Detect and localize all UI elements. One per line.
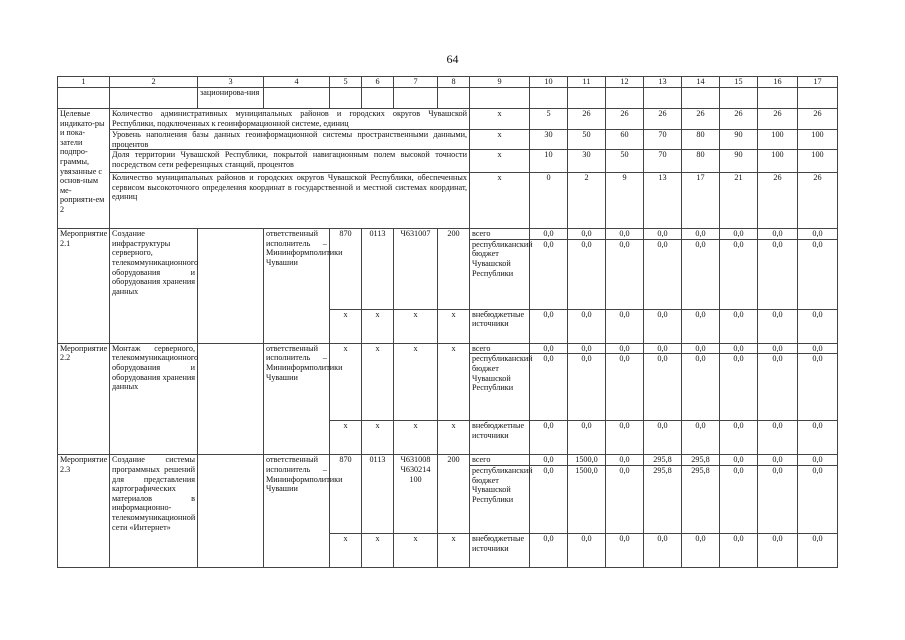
funding-value: 0,0 bbox=[568, 239, 606, 309]
column-number: 5 bbox=[330, 77, 362, 88]
budget-code: x bbox=[362, 421, 394, 455]
indicator-value: 0 bbox=[530, 173, 568, 229]
funding-value: 0,0 bbox=[530, 229, 568, 240]
budget-code: 870 bbox=[330, 229, 362, 310]
funding-value: 0,0 bbox=[644, 354, 682, 421]
measure-row-total bbox=[58, 229, 838, 240]
funding-source: республиканский бюджет Чувашской Республики bbox=[470, 465, 530, 533]
funding-value: 0,0 bbox=[682, 421, 720, 455]
indicator-value: 50 bbox=[606, 150, 644, 173]
indicator-value: 26 bbox=[798, 109, 838, 130]
indicator-value: 100 bbox=[758, 130, 798, 150]
budget-code: x bbox=[394, 533, 438, 567]
funding-value: 0,0 bbox=[798, 533, 838, 567]
funding-value: 0,0 bbox=[606, 354, 644, 421]
column-number: 2 bbox=[110, 77, 198, 88]
funding-value: 0,0 bbox=[644, 533, 682, 567]
indicator-value: 26 bbox=[798, 173, 838, 229]
measure-responsible: ответственный исполнитель – Мининформполитики Чувашии bbox=[264, 455, 330, 568]
indicator-value: 100 bbox=[798, 130, 838, 150]
indicator-value: 17 bbox=[682, 173, 720, 229]
measure-description: Монтаж серверного, телекоммуникационного оборудования и оборудования хранения данных bbox=[110, 343, 198, 455]
funding-source: республиканский бюджет Чувашской Республики bbox=[470, 354, 530, 421]
funding-value: 0,0 bbox=[644, 421, 682, 455]
column-number: 7 bbox=[394, 77, 438, 88]
budget-code: x bbox=[438, 343, 470, 421]
indicator-x: x bbox=[470, 173, 530, 229]
column-number: 16 bbox=[758, 77, 798, 88]
funding-value: 0,0 bbox=[682, 229, 720, 240]
measure-description: Создание инфраструктуры серверного, телекоммуникационного оборудования и оборудования хранения данных bbox=[110, 229, 198, 344]
indicator-text: Количество административных муниципальных районов и городских округов Чувашской Республики, подключенных к геоинформационной системе, единиц bbox=[110, 109, 470, 130]
column-number: 3 bbox=[198, 77, 264, 88]
funding-value: 0,0 bbox=[758, 309, 798, 343]
indicator-value: 26 bbox=[720, 109, 758, 130]
budget-code: 200 bbox=[438, 229, 470, 310]
indicator-value: 21 bbox=[720, 173, 758, 229]
indicator-x: x bbox=[470, 150, 530, 173]
funding-value: 0,0 bbox=[606, 309, 644, 343]
funding-value: 0,0 bbox=[568, 229, 606, 240]
measure-row-total bbox=[58, 343, 838, 354]
measure-description: Создание системы программных решений для представления картографических материалов в информационно-телекоммуникационной сети «Интернет» bbox=[110, 455, 198, 568]
funding-value: 0,0 bbox=[798, 309, 838, 343]
column-number: 4 bbox=[264, 77, 330, 88]
indicator-value: 2 bbox=[568, 173, 606, 229]
budget-code: x bbox=[362, 533, 394, 567]
funding-value: 0,0 bbox=[798, 455, 838, 466]
budget-code: x bbox=[362, 309, 394, 343]
funding-value: 295,8 bbox=[644, 455, 682, 466]
funding-value: 0,0 bbox=[798, 239, 838, 309]
funding-value: 0,0 bbox=[798, 229, 838, 240]
funding-value: 0,0 bbox=[720, 239, 758, 309]
funding-value: 0,0 bbox=[644, 343, 682, 354]
funding-value: 0,0 bbox=[530, 343, 568, 354]
indicator-value: 70 bbox=[644, 150, 682, 173]
column-number: 11 bbox=[568, 77, 606, 88]
funding-value: 0,0 bbox=[644, 229, 682, 240]
funding-source: внебюджетные источники bbox=[470, 421, 530, 455]
indicator-row bbox=[58, 150, 838, 173]
funding-value: 0,0 bbox=[758, 533, 798, 567]
indicator-value: 90 bbox=[720, 130, 758, 150]
indicator-value: 13 bbox=[644, 173, 682, 229]
continuation-text: зационирова-ния bbox=[198, 88, 264, 109]
budget-code: x bbox=[330, 309, 362, 343]
indicator-value: 26 bbox=[644, 109, 682, 130]
measure-empty bbox=[198, 455, 264, 568]
funding-value: 0,0 bbox=[798, 354, 838, 421]
column-number: 10 bbox=[530, 77, 568, 88]
indicator-text: Доля территории Чувашской Республики, покрытой навигационным полем высокой точности посредством сети референцных станций, процентов bbox=[110, 150, 470, 173]
budget-code: Ч631007 bbox=[394, 229, 438, 310]
indicators-label: Целевые индикато-ры и пока-затели подпро-граммы, увязанные с основ-ным ме-роприяти-ем 2 bbox=[58, 109, 110, 229]
budget-code: x bbox=[330, 343, 362, 421]
funding-value: 0,0 bbox=[720, 465, 758, 533]
funding-value: 0,0 bbox=[682, 309, 720, 343]
funding-value: 0,0 bbox=[530, 465, 568, 533]
budget-code: x bbox=[438, 309, 470, 343]
column-number: 6 bbox=[362, 77, 394, 88]
column-number: 17 bbox=[798, 77, 838, 88]
column-number: 15 bbox=[720, 77, 758, 88]
budget-code: x bbox=[438, 421, 470, 455]
funding-value: 295,8 bbox=[644, 465, 682, 533]
indicator-value: 26 bbox=[568, 109, 606, 130]
measure-empty bbox=[198, 343, 264, 455]
indicator-row bbox=[58, 130, 838, 150]
indicator-x: x bbox=[470, 109, 530, 130]
funding-value: 0,0 bbox=[568, 309, 606, 343]
indicator-text: Количество муниципальных районов и городских округов Чувашской Республики, обеспеченных сервисом высокоточного определения координат в государственной и местной системах координат, единиц bbox=[110, 173, 470, 229]
indicator-value: 26 bbox=[606, 109, 644, 130]
funding-source: внебюджетные источники bbox=[470, 309, 530, 343]
funding-value: 0,0 bbox=[606, 533, 644, 567]
funding-source: всего bbox=[470, 343, 530, 354]
indicator-value: 100 bbox=[798, 150, 838, 173]
continuation-row bbox=[58, 88, 838, 109]
funding-value: 0,0 bbox=[644, 309, 682, 343]
budget-code: x bbox=[330, 533, 362, 567]
indicator-value: 90 bbox=[720, 150, 758, 173]
funding-value: 0,0 bbox=[644, 239, 682, 309]
funding-value: 0,0 bbox=[530, 421, 568, 455]
budget-code: Ч631008 Ч630214 100 bbox=[394, 455, 438, 534]
column-number: 12 bbox=[606, 77, 644, 88]
funding-value: 0,0 bbox=[720, 421, 758, 455]
budget-code: x bbox=[362, 343, 394, 421]
funding-value: 0,0 bbox=[530, 455, 568, 466]
indicator-value: 5 bbox=[530, 109, 568, 130]
column-number: 13 bbox=[644, 77, 682, 88]
measure-responsible: ответственный исполнитель – Мининформполитики Чувашии bbox=[264, 343, 330, 455]
indicator-value: 30 bbox=[530, 130, 568, 150]
funding-value: 0,0 bbox=[720, 229, 758, 240]
funding-value: 0,0 bbox=[568, 343, 606, 354]
column-number: 14 bbox=[682, 77, 720, 88]
funding-value: 0,0 bbox=[682, 239, 720, 309]
funding-value: 0,0 bbox=[798, 343, 838, 354]
funding-value: 0,0 bbox=[758, 455, 798, 466]
budget-code: x bbox=[394, 421, 438, 455]
funding-source: всего bbox=[470, 455, 530, 466]
funding-value: 0,0 bbox=[606, 229, 644, 240]
funding-value: 0,0 bbox=[720, 455, 758, 466]
budget-code: x bbox=[330, 421, 362, 455]
budget-code: 870 bbox=[330, 455, 362, 534]
funding-value: 0,0 bbox=[758, 343, 798, 354]
column-number: 1 bbox=[58, 77, 110, 88]
funding-value: 295,8 bbox=[682, 455, 720, 466]
measure-name: Мероприятие 2.3 bbox=[58, 455, 110, 568]
funding-value: 0,0 bbox=[530, 309, 568, 343]
measure-name: Мероприятие 2.1 bbox=[58, 229, 110, 344]
budget-code: 0113 bbox=[362, 229, 394, 310]
funding-value: 0,0 bbox=[758, 465, 798, 533]
budget-code: 200 bbox=[438, 455, 470, 534]
column-number-row bbox=[58, 77, 838, 88]
funding-value: 0,0 bbox=[798, 421, 838, 455]
funding-value: 0,0 bbox=[530, 533, 568, 567]
indicator-value: 9 bbox=[606, 173, 644, 229]
measure-row-total bbox=[58, 455, 838, 466]
budget-code: x bbox=[438, 533, 470, 567]
indicator-value: 80 bbox=[682, 150, 720, 173]
funding-value: 1500,0 bbox=[568, 455, 606, 466]
indicator-value: 70 bbox=[644, 130, 682, 150]
measure-name: Мероприятие 2.2 bbox=[58, 343, 110, 455]
measure-responsible: ответственный исполнитель – Мининформполитики Чувашии bbox=[264, 229, 330, 344]
funding-value: 0,0 bbox=[606, 455, 644, 466]
funding-value: 0,0 bbox=[720, 533, 758, 567]
funding-value: 0,0 bbox=[682, 354, 720, 421]
indicator-text: Уровень наполнения базы данных геоинформационной системы пространственными данными, процентов bbox=[110, 130, 470, 150]
funding-value: 295,8 bbox=[682, 465, 720, 533]
funding-value: 0,0 bbox=[720, 343, 758, 354]
indicator-row bbox=[58, 173, 838, 229]
funding-value: 0,0 bbox=[568, 421, 606, 455]
funding-value: 0,0 bbox=[568, 354, 606, 421]
funding-value: 0,0 bbox=[606, 421, 644, 455]
indicator-value: 100 bbox=[758, 150, 798, 173]
indicator-row bbox=[58, 109, 838, 130]
funding-value: 0,0 bbox=[606, 343, 644, 354]
column-number: 8 bbox=[438, 77, 470, 88]
indicator-value: 30 bbox=[568, 150, 606, 173]
program-table bbox=[57, 76, 838, 568]
funding-source: республиканский бюджет Чувашской Республики bbox=[470, 239, 530, 309]
indicator-x: x bbox=[470, 130, 530, 150]
funding-value: 0,0 bbox=[758, 239, 798, 309]
funding-value: 0,0 bbox=[530, 354, 568, 421]
funding-value: 0,0 bbox=[568, 533, 606, 567]
indicator-value: 80 bbox=[682, 130, 720, 150]
indicator-value: 60 bbox=[606, 130, 644, 150]
funding-value: 0,0 bbox=[606, 465, 644, 533]
funding-value: 0,0 bbox=[758, 229, 798, 240]
indicator-value: 26 bbox=[758, 109, 798, 130]
funding-value: 0,0 bbox=[798, 465, 838, 533]
indicator-value: 26 bbox=[758, 173, 798, 229]
budget-code: x bbox=[394, 309, 438, 343]
funding-value: 1500,0 bbox=[568, 465, 606, 533]
funding-value: 0,0 bbox=[758, 354, 798, 421]
funding-value: 0,0 bbox=[758, 421, 798, 455]
funding-value: 0,0 bbox=[682, 533, 720, 567]
measure-empty bbox=[198, 229, 264, 344]
funding-value: 0,0 bbox=[530, 239, 568, 309]
budget-code: 0113 bbox=[362, 455, 394, 534]
indicator-value: 26 bbox=[682, 109, 720, 130]
funding-value: 0,0 bbox=[720, 309, 758, 343]
indicator-value: 50 bbox=[568, 130, 606, 150]
budget-code: x bbox=[394, 343, 438, 421]
funding-value: 0,0 bbox=[682, 343, 720, 354]
funding-value: 0,0 bbox=[606, 239, 644, 309]
column-number: 9 bbox=[470, 77, 530, 88]
indicator-value: 10 bbox=[530, 150, 568, 173]
funding-value: 0,0 bbox=[720, 354, 758, 421]
funding-source: внебюджетные источники bbox=[470, 533, 530, 567]
page-number: 64 bbox=[446, 52, 459, 66]
funding-source: всего bbox=[470, 229, 530, 240]
